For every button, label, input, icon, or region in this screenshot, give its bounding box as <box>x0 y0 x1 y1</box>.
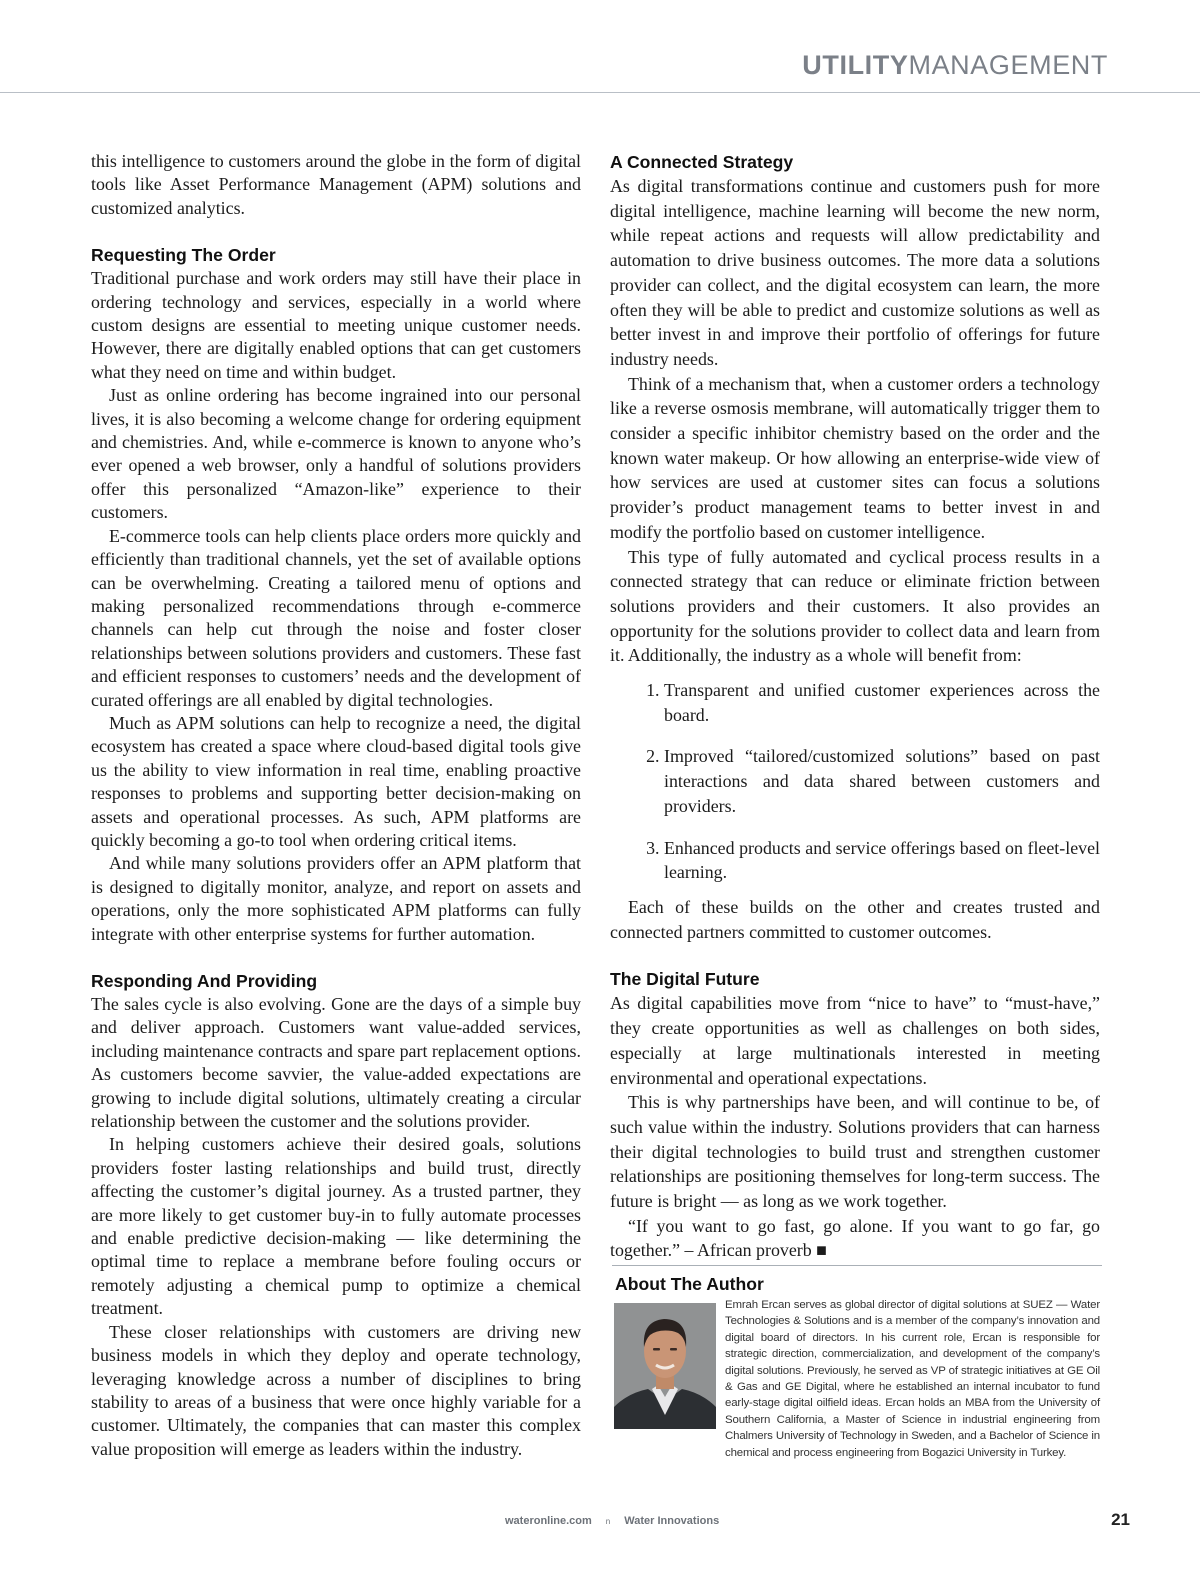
footer-site: wateronline.com <box>505 1515 592 1527</box>
footer-publication: Water Innovations <box>624 1515 720 1527</box>
paragraph: The sales cycle is also evolving. Gone are the days of a simple buy and deliver approach. Customers want value-added services, including maintenance contracts and spare part replacement options. As customers become savvier, the value-added expectations are growing to include digital solutions, ultimately creating a circular relationship between the customer and the solutions provider. <box>91 994 581 1132</box>
paragraph: Much as APM solutions can help to recognize a need, the digital ecosystem has created a space where cloud-based digital tools give us the ability to view information in real time, enabling proactive responses to problems and supporting better decision-making on assets and operational processes. As such, APM platforms are quickly becoming a go-to tool when ordering critical items. <box>91 712 581 850</box>
list-item: 3. Enhanced products and service offerings based on fleet-level learning. <box>664 836 1100 885</box>
paragraph: As digital capabilities move from “nice to have” to “must-have,” they create opportunities as well as challenges on both sides, especially at large multinationals interested in meeting environmental and operational expectations. <box>610 993 1100 1088</box>
paragraph: E-commerce tools can help clients place orders more quickly and efficiently than traditional channels, yet the set of available options can be overwhelming. Creating a tailored menu of options and making personalized recommendations through e-commerce channels can help cut through the noise and foster closer relationships between solutions providers and customers. These fast and efficient responses to customers’ needs and the development of curated offerings are all enabled by digital technologies. <box>91 525 581 710</box>
section-title <box>802 52 1108 79</box>
paragraph: This type of fully automated and cyclical process results in a connected strategy that can reduce or eliminate friction between solutions providers and their customers. It also provides an opportunity for the solutions provider to collect data and learn from it. Additionally, the industry as a whole will benefit from: <box>610 546 1100 666</box>
paragraph: These closer relationships with customers are driving new business models in which they deploy and operate technology, leveraging knowledge across a number of disciplines to bring stability to areas of a business that were once highly variable for a customer. Ultimately, the companies that can master this complex value proposition will emerge as leaders within the industry. <box>91 1321 581 1459</box>
heading-responding-and-providing: Responding And Providing <box>91 971 318 991</box>
heading-a-connected-strategy: A Connected Strategy <box>610 152 794 172</box>
right-column <box>610 150 1100 1263</box>
paragraph: Just as online ordering has become ingrained into our personal lives, it is also becoming a welcome change for ordering equipment and chemistries. And, while e-commerce is known to anyone who’s ever opened a web browser, only a handful of solutions providers offer this personalized “Amazon-like” experience to their customers. <box>91 385 581 523</box>
paragraph: Think of a mechanism that, when a customer orders a technology like a reverse osmosis membrane, will automatically trigger them to consider a specific inhibitor chemistry based on the order and the known water makeup. Or how allowing an enterprise-wide view of how services are used at customer sites can focus a solutions provider’s product management teams to better invest in and modify the portfolio based on customer intelligence. <box>610 373 1100 542</box>
section-title-bold: UTILITY <box>802 50 909 80</box>
paragraph: Traditional purchase and work orders may still have their place in ordering technology and services, especially in a world where custom designs are essential to meeting unique customer needs. However, there are digitally enabled options that can get customers what they need on time and within budget. <box>91 268 581 382</box>
section-title-light: MANAGEMENT <box>908 50 1108 80</box>
footer-credit <box>505 1515 719 1527</box>
left-column <box>91 150 581 1461</box>
paragraph: “If you want to go fast, go alone. If you want to go far, go together.” – African proverb ■ <box>610 1215 1100 1261</box>
benefits-list <box>610 678 1100 885</box>
heading-the-digital-future: The Digital Future <box>610 969 760 990</box>
list-item: 1. Transparent and unified customer experiences across the board. <box>664 678 1100 727</box>
paragraph: This is why partnerships have been, and will continue to be, of such value within the industry. Solutions providers that can harness their digital technologies to build trust and strengthen customer relationships are positioning themselves for long-term success. The future is bright — as long as we work together. <box>610 1092 1100 1212</box>
paragraph: Each of these builds on the other and creates trusted and connected partners committed to customer outcomes. <box>610 896 1100 942</box>
heading-requesting-the-order: Requesting The Order <box>91 245 276 266</box>
intro-paragraph: this intelligence to customers around the globe in the form of digital tools like Asset Performance Management (APM) solutions and customized analytics. <box>91 151 581 218</box>
author-bio: Emrah Ercan serves as global director of digital solutions at SUEZ — Water Technologies & Solutions and is a member of the company’s innovation and digital board of directors. In his current role, Ercan is responsible for strategic direction, commercialization, and development of the company’s digital solutions. Previously, he served as VP of strategic initiatives at GE Oil & Gas and GE Digital, where he established an internal incubator to fund early-stage digital oilfield ideas. Ercan holds an MBA from the University of Southern California, a Master of Science in industrial engineering from Chalmers University of Technology in Sweden, and a Bachelor of Science in chemical and process engineering from Bogazici University in Turkey. <box>725 1299 1100 1459</box>
footer-separator: n <box>605 1517 611 1526</box>
about-the-author <box>612 1265 1102 1459</box>
author-photo <box>614 1303 716 1429</box>
paragraph: As digital transformations continue and customers push for more digital intelligence, machine learning will become the new norm, while repeat actions and requests will allow predictability and automation to drive business outcomes. The more data a solutions provider can collect, and the digital ecosystem can learn, the more often they will be able to predict and customize solutions as well as better invest in and improve their portfolio of offerings for future industry needs. <box>610 176 1100 369</box>
paragraph: And while many solutions providers offer an APM platform that is designed to digitally monitor, analyze, and report on assets and operations, only the more sophisticated APM platforms can fully integrate with other enterprise systems for further automation. <box>91 853 581 944</box>
paragraph: In helping customers achieve their desired goals, solutions providers foster lasting relationships and build trust, directly affecting the customer’s digital journey. As a trusted partner, they are more likely to get customer buy-in to fully automate processes and enable predictive decision-making — like determining the optimal time to replace a membrane before fouling occurs or remotely adjusting a chemical pump to optimize a chemical treatment. <box>91 1134 581 1319</box>
page-number: 21 <box>1111 1510 1130 1529</box>
page-header <box>0 0 1200 93</box>
author-heading: About The Author <box>615 1274 764 1294</box>
list-item: 2. Improved “tailored/customized solutions” based on past interactions and data shared between customers and providers. <box>664 744 1100 818</box>
